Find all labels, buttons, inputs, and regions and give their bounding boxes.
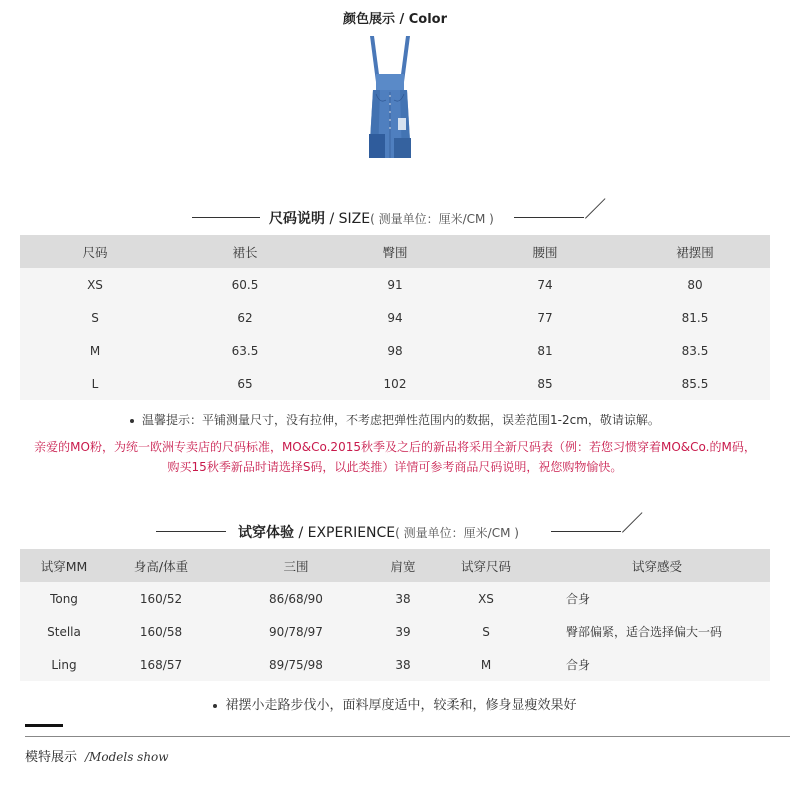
experience-cell: Ling — [20, 648, 108, 681]
heading-slash — [622, 512, 643, 533]
experience-header-cell: 身高/体重 — [108, 549, 214, 582]
size-tip-text: 温馨提示：平铺测量尺寸，没有拉伸，不考虑把弹性范围内的数据，误差范围1-2cm，敬请谅解。 — [142, 413, 660, 427]
experience-cell: Tong — [20, 582, 108, 615]
bullet-icon — [213, 704, 217, 708]
experience-cell: 38 — [378, 582, 428, 615]
size-header-cell: 裙长 — [170, 235, 320, 268]
table-row — [20, 648, 770, 681]
experience-unit: ( 测量单位：厘米/CM ) — [395, 526, 519, 540]
size-cell: 63.5 — [170, 334, 320, 367]
experience-header-cell: 三围 — [214, 549, 378, 582]
experience-title-cn: 试穿体验 — [238, 525, 294, 541]
heading-line-left — [156, 531, 226, 532]
size-cell: XS — [20, 268, 170, 301]
size-header-cell: 臀围 — [320, 235, 470, 268]
experience-header-cell: 试穿MM — [20, 549, 108, 582]
experience-tip — [0, 694, 790, 713]
size-cell: 98 — [320, 334, 470, 367]
size-cell: 65 — [170, 367, 320, 400]
size-notice — [20, 437, 770, 477]
size-cell: 62 — [170, 301, 320, 334]
models-title-cn: 模特展示 — [25, 750, 78, 765]
experience-cell: 86/68/90 — [214, 582, 378, 615]
size-cell: L — [20, 367, 170, 400]
experience-cell: 168/57 — [108, 648, 214, 681]
experience-header-cell: 试穿尺码 — [428, 549, 544, 582]
table-row — [20, 334, 770, 367]
experience-section-heading — [0, 522, 790, 546]
table-row — [20, 268, 770, 301]
experience-heading-label — [238, 522, 519, 542]
experience-header-cell: 肩宽 — [378, 549, 428, 582]
size-unit: ( 测量单位：厘米/CM ) — [370, 212, 494, 226]
heading-line-left — [192, 217, 260, 218]
bullet-icon — [130, 419, 134, 423]
models-accent-bar — [25, 724, 63, 727]
size-cell: 81 — [470, 334, 620, 367]
table-row — [20, 582, 770, 615]
notice-line: 购买15秋季新品时请选择S码，以此类推）详情可参考商品尺码说明，祝您购物愉快。 — [167, 460, 623, 474]
size-cell: 94 — [320, 301, 470, 334]
size-table-header — [20, 235, 770, 268]
heading-line-right — [551, 531, 621, 532]
size-title-en: SIZE — [338, 211, 371, 227]
denim-dress-image — [360, 34, 420, 164]
size-cell: 80 — [620, 268, 770, 301]
experience-cell: 合身 — [544, 648, 770, 681]
experience-cell: 合身 — [544, 582, 770, 615]
size-header-cell: 裙摆围 — [620, 235, 770, 268]
experience-tip-text: 裙摆小走路步伐小，面料厚度适中，较柔和，修身显瘦效果好 — [225, 698, 577, 713]
experience-cell: M — [428, 648, 544, 681]
size-header-cell: 腰围 — [470, 235, 620, 268]
notice-line: 亲爱的MO粉，为统一欧洲专卖店的尺码标准，MO&Co.2015秋季及之后的新品将采用全新尺码表（例：若您习惯穿着MO&Co.的M码， — [34, 440, 756, 454]
color-section-title: 颜色展示 / Color — [342, 12, 448, 27]
experience-table — [20, 549, 770, 681]
experience-table-header — [20, 549, 770, 582]
experience-header-cell: 试穿感受 — [544, 549, 770, 582]
table-row — [20, 367, 770, 400]
size-cell: 77 — [470, 301, 620, 334]
size-section-heading — [0, 208, 790, 232]
experience-cell: Stella — [20, 615, 108, 648]
heading-line-right — [514, 217, 584, 218]
size-cell: 85 — [470, 367, 620, 400]
experience-cell: 160/52 — [108, 582, 214, 615]
experience-cell: XS — [428, 582, 544, 615]
size-cell: 81.5 — [620, 301, 770, 334]
experience-cell: 90/78/97 — [214, 615, 378, 648]
size-heading-label — [269, 208, 494, 228]
table-row — [20, 615, 770, 648]
size-cell: 60.5 — [170, 268, 320, 301]
models-divider — [25, 736, 790, 737]
size-table — [20, 235, 770, 400]
experience-cell: 臀部偏紧，适合选择偏大一码 — [544, 615, 770, 648]
experience-cell: 38 — [378, 648, 428, 681]
size-title-cn: 尺码说明 — [269, 211, 325, 227]
size-header-cell: 尺码 — [20, 235, 170, 268]
experience-title-sep: / — [294, 525, 308, 541]
size-title-sep: / — [325, 211, 339, 227]
models-title — [25, 746, 169, 765]
size-cell: 102 — [320, 367, 470, 400]
heading-slash — [585, 198, 606, 219]
experience-cell: S — [428, 615, 544, 648]
experience-cell: 89/75/98 — [214, 648, 378, 681]
size-cell: 91 — [320, 268, 470, 301]
table-row — [20, 301, 770, 334]
size-cell: 85.5 — [620, 367, 770, 400]
size-cell: 74 — [470, 268, 620, 301]
experience-title-en: EXPERIENCE — [307, 525, 396, 541]
size-tip — [0, 411, 790, 428]
size-cell: M — [20, 334, 170, 367]
models-title-en: /Models show — [85, 750, 169, 764]
size-cell: S — [20, 301, 170, 334]
size-cell: 83.5 — [620, 334, 770, 367]
experience-cell: 39 — [378, 615, 428, 648]
experience-cell: 160/58 — [108, 615, 214, 648]
